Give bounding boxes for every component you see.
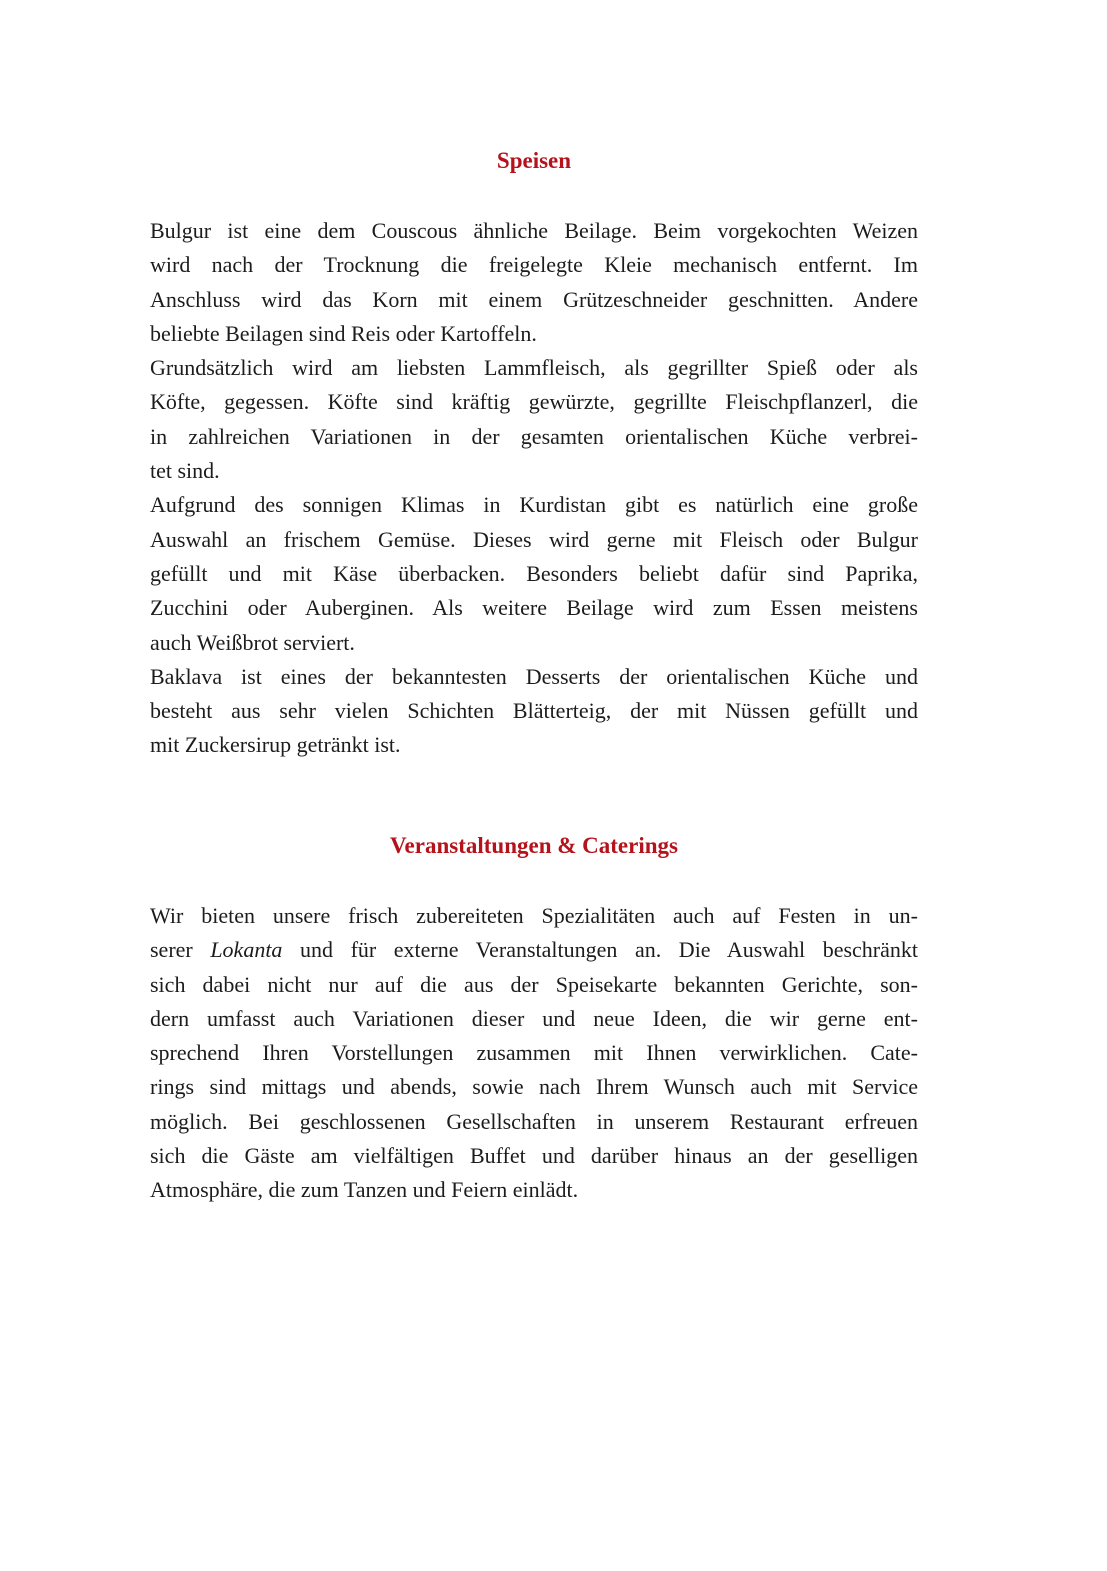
text-line: Auswahl an frischem Gemüse. Dieses wird gerne mit Fleisch oder Bulgur (150, 526, 918, 552)
text-line: möglich. Bei geschlossenen Gesellschaften in unserem Restaurant erfreuen (150, 1108, 918, 1134)
text-line: Grundsätzlich wird am liebsten Lammfleisch, als gegrillter Spieß oder als (150, 355, 918, 381)
text-line: gefüllt und mit Käse überbacken. Besonders beliebt dafür sind Paprika, (150, 560, 918, 586)
text-line: Zucchini oder Auberginen. Als weitere Beilage wird zum Essen meistens (150, 595, 918, 621)
text-line: dern umfasst auch Variationen dieser und neue Ideen, die wir gerne ent- (150, 1005, 918, 1031)
text-line: Köfte, gegessen. Köfte sind kräftig gewürzte, gegrillte Fleischpflanzerl, die (150, 389, 918, 415)
text-line: beliebte Beilagen sind Reis oder Kartoffeln. (150, 320, 537, 346)
text-line: Baklava ist eines der bekanntesten Desserts der orientalischen Küche und (150, 663, 918, 689)
heading-speisen: Speisen (496, 148, 572, 173)
text-line: Aufgrund des sonnigen Klimas in Kurdistan gibt es natürlich eine große (150, 492, 918, 518)
text-line: sich dabei nicht nur auf die aus der Speisekarte bekannten Gerichte, son- (150, 971, 918, 997)
text-line: in zahlreichen Variationen in der gesamten orientalischen Küche verbrei- (150, 423, 918, 449)
text-line: tet sind. (150, 458, 220, 484)
text-line: wird nach der Trocknung die freigelegte Kleie mechanisch entfernt. Im (150, 252, 918, 278)
text-line: auch Weißbrot serviert. (150, 629, 355, 655)
text-line (150, 933, 918, 967)
veranstaltungen-text (150, 899, 918, 1208)
text-line: Wir bieten unsere frisch zubereiteten Spezialitäten auch auf Festen in un- (150, 903, 918, 928)
text-line: Bulgur ist eine dem Couscous ähnliche Beilage. Beim vorgekochten Weizen (150, 218, 918, 243)
text-segment: und für externe Veranstaltungen an. Die Auswahl beschränkt (282, 937, 918, 963)
speisen-text (150, 214, 918, 763)
italic-term: Lokanta (210, 937, 283, 963)
text-line: Anschluss wird das Korn mit einem Grützeschneider geschnitten. Andere (150, 286, 918, 312)
text-line: sprechend Ihren Vorstellungen zusammen mit Ihnen verwirklichen. Cate- (150, 1040, 918, 1066)
text-line: Atmosphäre, die zum Tanzen und Feiern einlädt. (150, 1177, 579, 1203)
heading-veranstaltungen: Veranstaltungen & Caterings (390, 833, 678, 858)
text-line: rings sind mittags und abends, sowie nach Ihrem Wunsch auch mit Service (150, 1074, 918, 1100)
text-line: mit Zuckersirup getränkt ist. (150, 732, 401, 758)
text-line: besteht aus sehr vielen Schichten Blätterteig, der mit Nüssen gefüllt und (150, 698, 918, 724)
text-line: sich die Gäste am vielfältigen Buffet und darüber hinaus an der geselligen (150, 1143, 918, 1169)
text-segment: serer (150, 937, 211, 963)
